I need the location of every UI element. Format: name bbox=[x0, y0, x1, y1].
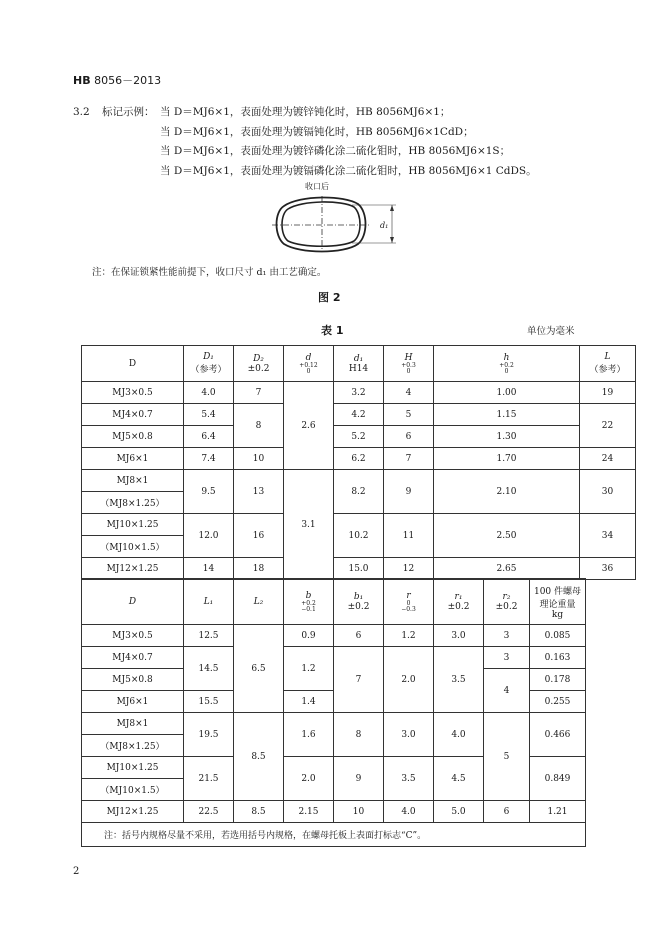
cell-H: 12 bbox=[384, 558, 434, 580]
cell-r2: 6 bbox=[484, 801, 530, 823]
cell-r: 1.2 bbox=[384, 625, 434, 647]
header-D2: D₂ ±0.2 bbox=[234, 346, 284, 382]
marking-example-section bbox=[73, 103, 633, 183]
table-row bbox=[82, 647, 586, 669]
cell-D1: 7.4 bbox=[184, 448, 234, 470]
cell-L1: 21.5 bbox=[184, 757, 234, 801]
table-footnote: 注：括号内规格尽量不采用，若选用括号内规格，在螺母托板上表面打标志“C”。 bbox=[82, 823, 586, 847]
cell-D2: 8 bbox=[234, 404, 284, 448]
cell-H: 4 bbox=[384, 382, 434, 404]
cell-b: 1.4 bbox=[284, 691, 334, 713]
table-row bbox=[82, 514, 636, 536]
table-header-row bbox=[82, 346, 636, 382]
cell-r1: 3.0 bbox=[434, 625, 484, 647]
cell-d1: 8.2 bbox=[334, 470, 384, 514]
cell-D: MJ10×1.25 bbox=[82, 514, 184, 536]
cell-D: MJ5×0.8 bbox=[82, 426, 184, 448]
cell-H: 11 bbox=[384, 514, 434, 558]
cell-r2: 4 bbox=[484, 669, 530, 713]
cell-mass: 0.178 bbox=[530, 669, 586, 691]
cell-d1: 4.2 bbox=[334, 404, 384, 426]
cell-d1: 15.0 bbox=[334, 558, 384, 580]
cell-r2: 3 bbox=[484, 625, 530, 647]
cell-D: MJ6×1 bbox=[82, 691, 184, 713]
document-header bbox=[73, 72, 161, 88]
marking-example-line: 当 D＝MJ6×1，表面处理为镀锌磷化涂二硫化钼时，HB 8056MJ6×1S； bbox=[160, 145, 511, 157]
section-number: 3.2 bbox=[73, 106, 90, 118]
header-d: d +0.12 0 bbox=[284, 346, 334, 382]
arrowhead bbox=[390, 237, 394, 243]
table-title: 表 1 bbox=[321, 324, 344, 337]
table-row bbox=[82, 404, 636, 426]
table-row bbox=[82, 448, 636, 470]
table-row bbox=[82, 558, 636, 580]
header-h: h +0.2 0 bbox=[434, 346, 580, 382]
cell-h: 1.15 bbox=[434, 404, 580, 426]
cell-h: 2.10 bbox=[434, 470, 580, 514]
cell-D: MJ12×1.25 bbox=[82, 558, 184, 580]
header-b: b +0.2 −0.1 bbox=[284, 579, 334, 625]
cell-b: 1.6 bbox=[284, 713, 334, 757]
cell-H: 5 bbox=[384, 404, 434, 426]
cell-mass: 0.085 bbox=[530, 625, 586, 647]
standard-code: HB bbox=[73, 74, 91, 87]
header-r1: r₁ ±0.2 bbox=[434, 579, 484, 625]
table-row bbox=[82, 625, 586, 647]
cell-mass: 0.849 bbox=[530, 757, 586, 801]
header-L1: L₁ bbox=[184, 579, 234, 625]
header-b1: b₁ ±0.2 bbox=[334, 579, 384, 625]
inner-contour bbox=[282, 202, 360, 246]
cell-D2: 10 bbox=[234, 448, 284, 470]
cell-h: 2.65 bbox=[434, 558, 580, 580]
cell-L1: 12.5 bbox=[184, 625, 234, 647]
cell-D: MJ6×1 bbox=[82, 448, 184, 470]
cell-mass: 0.466 bbox=[530, 713, 586, 757]
page-number: 2 bbox=[73, 866, 80, 877]
cell-D: （MJ10×1.5） bbox=[82, 536, 184, 558]
cell-D: （MJ8×1.25） bbox=[82, 735, 184, 757]
cell-H: 7 bbox=[384, 448, 434, 470]
table-header-row bbox=[82, 579, 586, 625]
header-L: L （参考） bbox=[580, 346, 636, 382]
cell-D1: 5.4 bbox=[184, 404, 234, 426]
cell-b1: 10 bbox=[334, 801, 384, 823]
cell-L: 19 bbox=[580, 382, 636, 404]
cell-D2: 7 bbox=[234, 382, 284, 404]
cell-b: 1.2 bbox=[284, 647, 334, 691]
cell-h: 1.30 bbox=[434, 426, 580, 448]
cell-d1: 10.2 bbox=[334, 514, 384, 558]
cell-b: 2.15 bbox=[284, 801, 334, 823]
header-d1: d₁ H14 bbox=[334, 346, 384, 382]
cell-r2: 3 bbox=[484, 647, 530, 669]
cell-b1: 6 bbox=[334, 625, 384, 647]
cell-r1: 5.0 bbox=[434, 801, 484, 823]
cell-L1: 14.5 bbox=[184, 647, 234, 691]
table-row bbox=[82, 382, 636, 404]
cell-L1: 22.5 bbox=[184, 801, 234, 823]
standard-number: 8056－2013 bbox=[94, 74, 162, 87]
cell-d1: 5.2 bbox=[334, 426, 384, 448]
header-D: D bbox=[82, 579, 184, 625]
cell-h: 2.50 bbox=[434, 514, 580, 558]
cell-r: 3.5 bbox=[384, 757, 434, 801]
cell-D: MJ8×1 bbox=[82, 713, 184, 735]
header-mass: 100 件螺母 理论重量 kg bbox=[530, 579, 586, 625]
cell-D: MJ12×1.25 bbox=[82, 801, 184, 823]
table-row bbox=[82, 801, 586, 823]
cell-D: MJ4×0.7 bbox=[82, 647, 184, 669]
cell-mass: 0.255 bbox=[530, 691, 586, 713]
figure-caption: 图 2 bbox=[318, 291, 341, 304]
header-D: D bbox=[82, 346, 184, 382]
cell-H: 6 bbox=[384, 426, 434, 448]
cell-d1: 6.2 bbox=[334, 448, 384, 470]
marking-example-line: 当 D＝MJ6×1，表面处理为镀镉钝化时，HB 8056MJ6×1CdD； bbox=[160, 125, 474, 138]
cell-D1: 14 bbox=[184, 558, 234, 580]
cell-D1: 6.4 bbox=[184, 426, 234, 448]
header-r: r 0 −0.3 bbox=[384, 579, 434, 625]
cell-L2: 8.5 bbox=[234, 713, 284, 801]
cell-L1: 19.5 bbox=[184, 713, 234, 757]
cell-r2: 5 bbox=[484, 713, 530, 801]
header-D1: D₁ （参考） bbox=[184, 346, 234, 382]
table-row bbox=[82, 470, 636, 492]
cell-h: 1.00 bbox=[434, 382, 580, 404]
cell-b1: 8 bbox=[334, 713, 384, 757]
arrowhead bbox=[390, 205, 394, 211]
header-r2: r₂ ±0.2 bbox=[484, 579, 530, 625]
cell-D: （MJ8×1.25） bbox=[82, 492, 184, 514]
cell-d: 3.1 bbox=[284, 470, 334, 580]
cell-D1: 12.0 bbox=[184, 514, 234, 558]
cell-D: MJ5×0.8 bbox=[82, 669, 184, 691]
cell-D1: 9.5 bbox=[184, 470, 234, 514]
section-label: 标记示例： bbox=[102, 106, 155, 118]
cell-L1: 15.5 bbox=[184, 691, 234, 713]
header-L2: L₂ bbox=[234, 579, 284, 625]
cell-r: 3.0 bbox=[384, 713, 434, 757]
dimensions-table bbox=[81, 345, 636, 580]
marking-example-line: 当 D＝MJ6×1，表面处理为镀镉磷化涂二硫化钼时，HB 8056MJ6×1 CdDS。 bbox=[160, 164, 537, 177]
cell-L: 30 bbox=[580, 470, 636, 514]
cell-D2: 16 bbox=[234, 514, 284, 558]
figure-note: 注：在保证锁紧性能前提下，收口尺寸 d₁ 由工艺确定。 bbox=[92, 267, 327, 278]
table-row bbox=[82, 426, 636, 448]
cell-L: 36 bbox=[580, 558, 636, 580]
cell-b1: 7 bbox=[334, 647, 384, 713]
cell-r: 2.0 bbox=[384, 647, 434, 713]
cell-D2: 13 bbox=[234, 470, 284, 514]
table-row bbox=[82, 713, 586, 735]
table-unit: 单位为毫米 bbox=[527, 326, 575, 337]
cell-D: MJ3×0.5 bbox=[82, 382, 184, 404]
cell-L2: 8.5 bbox=[234, 801, 284, 823]
figure-top-label: 收口后 bbox=[305, 182, 329, 191]
cell-D1: 4.0 bbox=[184, 382, 234, 404]
cell-D: MJ10×1.25 bbox=[82, 757, 184, 779]
cell-b: 0.9 bbox=[284, 625, 334, 647]
cell-L: 24 bbox=[580, 448, 636, 470]
cell-L: 22 bbox=[580, 404, 636, 448]
cell-D: MJ4×0.7 bbox=[82, 404, 184, 426]
cell-H: 9 bbox=[384, 470, 434, 514]
dimension-label: d₁ bbox=[380, 221, 389, 230]
cell-mass: 1.21 bbox=[530, 801, 586, 823]
cell-r1: 4.0 bbox=[434, 713, 484, 757]
cell-L: 34 bbox=[580, 514, 636, 558]
cell-D2: 18 bbox=[234, 558, 284, 580]
cell-L2: 6.5 bbox=[234, 625, 284, 713]
cell-d1: 3.2 bbox=[334, 382, 384, 404]
cell-mass: 0.163 bbox=[530, 647, 586, 669]
dimensions-table-part2 bbox=[81, 578, 586, 847]
header-H: H +0.3 0 bbox=[384, 346, 434, 382]
cell-D: （MJ10×1.5） bbox=[82, 779, 184, 801]
cell-r1: 3.5 bbox=[434, 647, 484, 713]
table-footnote-row bbox=[82, 823, 586, 847]
cell-r: 4.0 bbox=[384, 801, 434, 823]
cell-h: 1.70 bbox=[434, 448, 580, 470]
cell-D: MJ8×1 bbox=[82, 470, 184, 492]
marking-example-line: 当 D＝MJ6×1，表面处理为镀锌钝化时，HB 8056MJ6×1； bbox=[160, 106, 451, 118]
cell-d: 2.6 bbox=[284, 382, 334, 470]
cell-r1: 4.5 bbox=[434, 757, 484, 801]
cell-b: 2.0 bbox=[284, 757, 334, 801]
cell-b1: 9 bbox=[334, 757, 384, 801]
cell-D: MJ3×0.5 bbox=[82, 625, 184, 647]
